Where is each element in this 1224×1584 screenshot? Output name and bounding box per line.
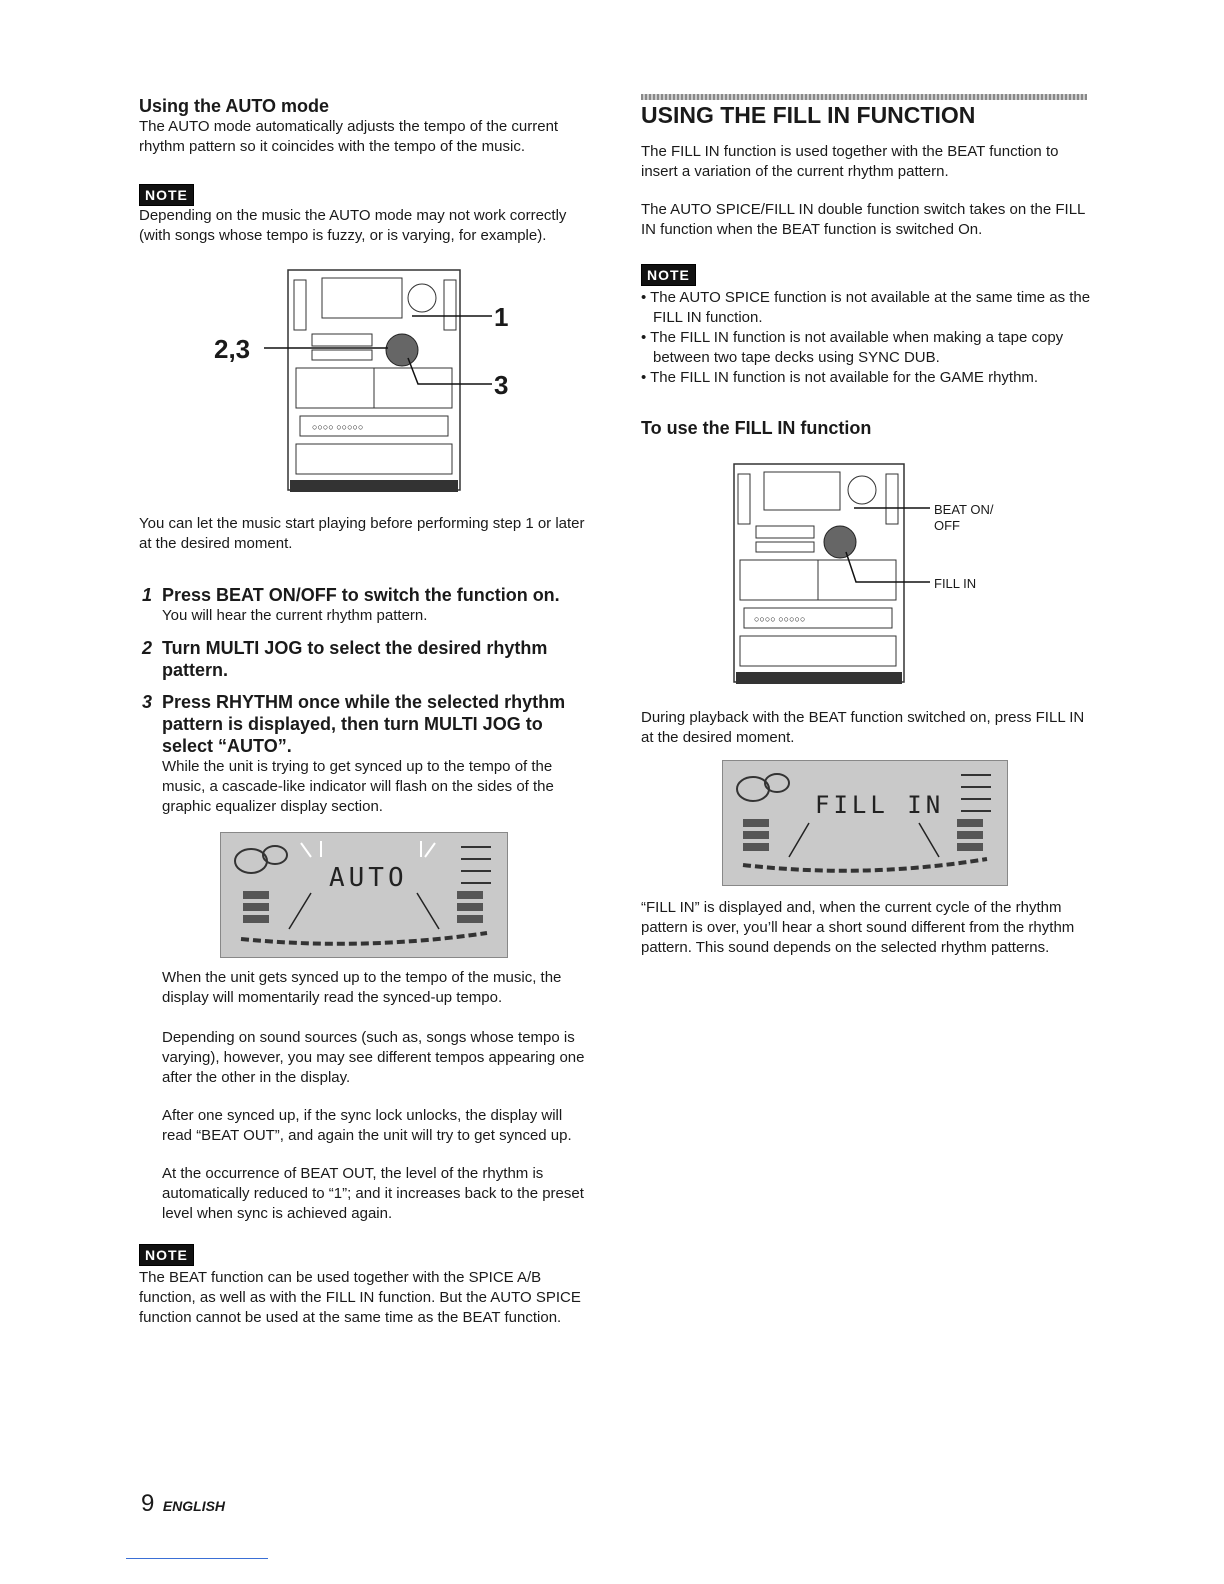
synced-paragraph: When the unit gets synced up to the tempo of the music, the display will momentarily read the synced-up tempo. — [162, 969, 562, 1006]
step-2 — [142, 637, 590, 681]
fill-in-label: FILL IN — [934, 576, 977, 591]
step-title: Press RHYTHM once while the selected rhythm pattern is displayed, then turn MULTI JOG to select “AUTO”. — [162, 692, 566, 756]
note-badge-2: NOTE — [139, 1244, 194, 1266]
note-text-2: The BEAT function can be used together with the SPICE A/B function, as well as with the FILL IN function. But the AUTO SPICE function cannot be used at the same time as the BEAT function. — [139, 1269, 581, 1326]
step-number: 1 — [142, 585, 153, 605]
intro-paragraph-2: The AUTO SPICE/FILL IN double function switch takes on the FILL IN function when the BEAT function is switched On. — [641, 201, 1085, 238]
during-playback-text: During playback with the BEAT function switched on, press FILL IN at the desired moment. — [641, 709, 1085, 746]
lcd-fill-in-text: FILL IN — [815, 791, 945, 819]
fill-in-description: “FILL IN” is displayed and, when the current cycle of the rhythm pattern is over, you’ll hear a short sound different from the rhythm pattern. This sound depends on the selected rhythm patterns. — [641, 899, 1075, 956]
diagram-label-3: 3 — [494, 370, 509, 400]
note-bullet: • The FILL IN function is not available for the GAME rhythm. — [641, 369, 1039, 386]
language-label: ENGLISH — [162, 1498, 226, 1514]
auto-mode-section — [139, 96, 589, 157]
note-text: Depending on the music the AUTO mode may not work correctly (with songs whose tempo is fuzzy, or is varying, for example). — [139, 207, 567, 244]
beat-on-off-label: BEAT ON/ OFF — [934, 502, 994, 533]
note-badge: NOTE — [139, 184, 194, 206]
lcd-auto-text: AUTO — [329, 863, 408, 893]
footer-link-line — [126, 1558, 268, 1559]
stereo-unit-diagram-right — [730, 462, 1020, 688]
auto-lcd-display — [220, 832, 508, 958]
step-body: While the unit is trying to get synced up to the tempo of the music, a cascade-like indicator will flash on the sides of the graphic equalizer display section. — [162, 758, 554, 815]
svg-text:○○○○ ○○○○○: ○○○○ ○○○○○ — [312, 422, 364, 432]
step-title: Turn MULTI JOG to select the desired rhythm pattern. — [162, 638, 548, 680]
step-body: You will hear the current rhythm pattern. — [162, 607, 428, 624]
occurrence-paragraph: At the occurrence of BEAT OUT, the level of the rhythm is automatically reduced to “1”; and it increases back to the preset level when sync is achieved again. — [162, 1165, 584, 1222]
auto-mode-description: The AUTO mode automatically adjusts the tempo of the current rhythm pattern so it coincides with the tempo of the music. — [139, 118, 559, 155]
stereo-unit-diagram — [212, 268, 512, 498]
step-number: 3 — [142, 692, 153, 712]
diagram-label-1: 1 — [494, 302, 509, 332]
step-number: 2 — [142, 638, 153, 658]
note-badge-3: NOTE — [641, 264, 696, 286]
section-title: USING THE FILL IN FUNCTION — [641, 102, 976, 128]
lcd-graphic — [723, 761, 1007, 885]
section-header-bar — [641, 94, 1087, 100]
auto-mode-title: Using the AUTO mode — [139, 96, 330, 116]
diagram-label-2-3: 2,3 — [214, 334, 251, 364]
fill-in-lcd-display — [722, 760, 1008, 886]
lcd-graphic — [221, 833, 507, 957]
after-paragraph: After one synced up, if the sync lock unlocks, the display will read “BEAT OUT”, and again the unit will try to get synced up. — [162, 1107, 572, 1144]
page-number: 9 — [141, 1490, 155, 1517]
stereo-unit-illustration — [212, 268, 512, 498]
depending-paragraph: Depending on sound sources (such as, songs whose tempo is varying), however, you may see different tempos appearing one after the other in the display. — [162, 1029, 585, 1086]
stereo-unit-illustration — [730, 462, 1020, 688]
note-bullet: • The FILL IN function is not available when making a tape copy between two tape decks using SYNC DUB. — [641, 329, 1064, 366]
intro-paragraph-1: The FILL IN function is used together with the BEAT function to insert a variation of the current rhythm pattern. — [641, 143, 1059, 180]
pre-steps-text: You can let the music start playing before performing step 1 or later at the desired moment. — [139, 515, 585, 552]
svg-text:○○○○ ○○○○○: ○○○○ ○○○○○ — [754, 614, 806, 624]
step-3 — [142, 691, 590, 817]
step-title: Press BEAT ON/OFF to switch the function on. — [162, 585, 560, 605]
fill-in-subheading: To use the FILL IN function — [641, 418, 872, 438]
note-bullet: • The AUTO SPICE function is not available at the same time as the FILL IN function. — [641, 289, 1091, 326]
note-bullet-list — [641, 288, 1093, 388]
step-1 — [142, 584, 590, 626]
page-footer — [141, 1490, 225, 1518]
